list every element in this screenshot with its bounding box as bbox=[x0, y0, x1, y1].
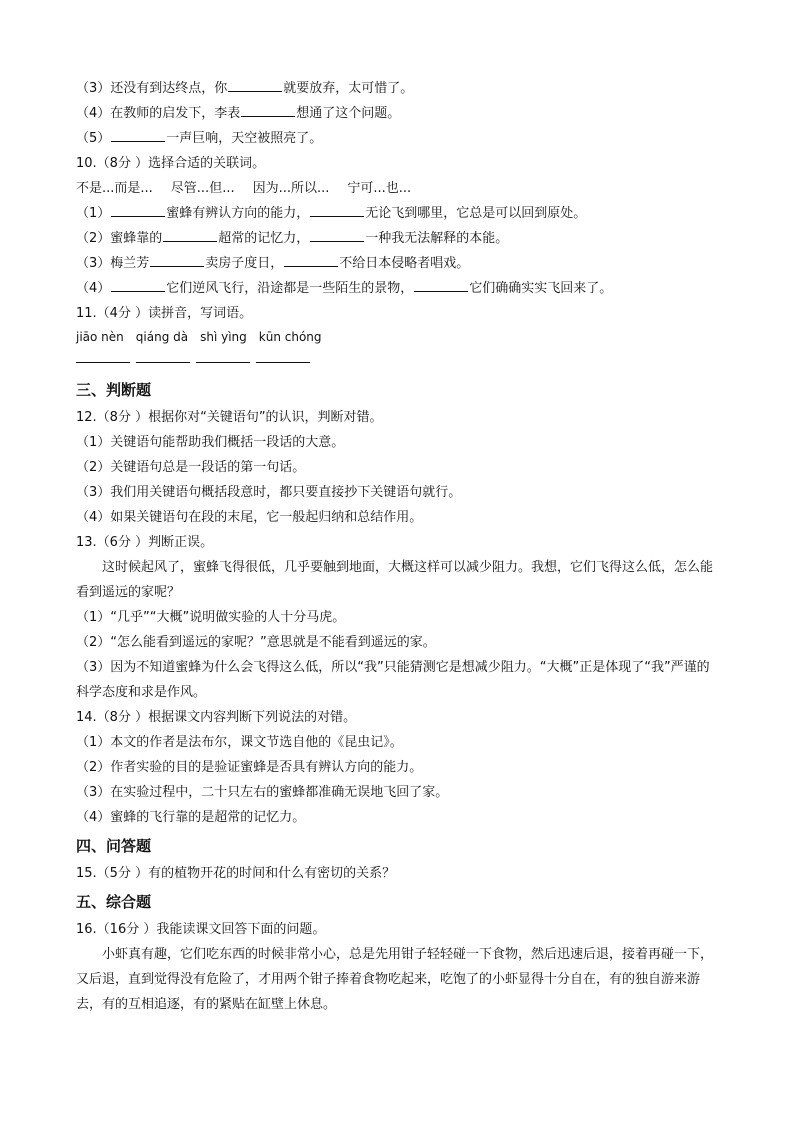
q10-header: 10.（8分 ）选择合适的关联词。 bbox=[76, 156, 266, 171]
answer-blank[interactable] bbox=[163, 228, 217, 242]
q10-item-2: （2）蜜蜂靠的 超常的记忆力， 一种我无法解释的本能。 bbox=[76, 226, 720, 251]
q12-item: （4）如果关键语句在段的末尾，它一般起归纳和总结作用。 bbox=[76, 510, 423, 525]
q14-item: （1）本文的作者是法布尔，课文节选自他的《昆虫记》。 bbox=[76, 735, 403, 750]
answer-blank[interactable] bbox=[414, 278, 468, 292]
q10-item-4: （4） 它们逆风飞行，沿途都是一些陌生的景物， 它们确确实实飞回来了。 bbox=[76, 276, 720, 301]
q12-item: （1）关键语句能帮助我们概括一段话的大意。 bbox=[76, 435, 345, 450]
option: 宁可...也... bbox=[347, 181, 412, 196]
q13-item: （2）“怎么能看到遥远的家呢？”意思就是不能看到遥远的家。 bbox=[76, 635, 436, 650]
q12-item: （2）关键语句总是一段话的第一句话。 bbox=[76, 460, 306, 475]
answer-blank[interactable] bbox=[196, 350, 250, 363]
q10-item-1: （1） 蜜蜂有辨认方向的能力， 无论飞到哪里，它总是可以回到原处。 bbox=[76, 201, 720, 226]
answer-blank[interactable] bbox=[310, 203, 364, 217]
q9-item-5: （5） 一声巨响，天空被照亮了。 bbox=[76, 126, 720, 151]
q13-item: （3）因为不知道蜜蜂为什么会飞得这么低，所以“我”只能猜测它是想减少阻力。“大概”正是体现了“我”严谨的科学态度和求是作风。 bbox=[76, 660, 710, 700]
option: 尽管...但... bbox=[170, 181, 235, 196]
q14-item: （4）蜜蜂的飞行靠的是超常的记忆力。 bbox=[76, 810, 306, 825]
answer-blank[interactable] bbox=[111, 278, 165, 292]
q16-passage: 小虾真有趣，它们吃东西的时候非常小心，总是先用钳子轻轻碰一下食物，然后迅速后退，接着再碰一下，又后退，直到觉得没有危险了，才用两个钳子捧着食物吃起来，吃饱了的小虾显得十分自在，有的独自游来游去，有的互相追逐，有的紧贴在缸壁上休息。 bbox=[76, 947, 714, 1012]
worksheet-page bbox=[76, 76, 720, 1017]
section-heading: 三、判断题 bbox=[76, 381, 152, 399]
answer-blank[interactable] bbox=[256, 350, 310, 363]
q10-options bbox=[76, 176, 720, 201]
answer-blank[interactable] bbox=[284, 253, 338, 267]
answer-blank[interactable] bbox=[310, 228, 364, 242]
pinyin: kūn chóng bbox=[258, 330, 322, 344]
q12-item: （3）我们用关键语句概括段意时，都只要直接抄下关键语句就行。 bbox=[76, 485, 462, 500]
q14-item: （3）在实验过程中，二十只左右的蜜蜂都准确无误地飞回了家。 bbox=[76, 785, 449, 800]
option: 因为...所以... bbox=[252, 181, 330, 196]
q9-item-4: （4）在教师的启发下，李表 想通了这个问题。 bbox=[76, 101, 720, 126]
q12-header: 12.（8分 ）根据你对“关键语句”的认识，判断对错。 bbox=[76, 410, 383, 425]
q15-question: 15.（5分 ）有的植物开花的时间和什么有密切的关系？ bbox=[76, 866, 396, 881]
answer-blank[interactable] bbox=[111, 203, 165, 217]
section-heading: 四、问答题 bbox=[76, 837, 152, 855]
q14-item: （2）作者实验的目的是验证蜜蜂是否具有辨认方向的能力。 bbox=[76, 760, 423, 775]
q13-item: （1）“几乎”“大概”说明做实验的人十分马虎。 bbox=[76, 610, 346, 625]
q9-item-3: （3）还没有到达终点，你 就要放弃，太可惜了。 bbox=[76, 76, 720, 101]
q11-pinyin bbox=[76, 326, 720, 348]
q10-item-3: （3）梅兰芳 卖房子度日， 不给日本侵略者唱戏。 bbox=[76, 251, 720, 276]
answer-blank[interactable] bbox=[241, 103, 295, 117]
answer-blank[interactable] bbox=[136, 350, 190, 363]
q11-answer-blanks bbox=[76, 348, 720, 368]
q16-header: 16.（16分 ）我能读课文回答下面的问题。 bbox=[76, 922, 326, 937]
answer-blank[interactable] bbox=[111, 128, 165, 142]
option: 不是...而是... bbox=[76, 181, 153, 196]
pinyin: jiāo nèn bbox=[76, 330, 124, 344]
q14-header: 14.（8分 ）根据课文内容判断下列说法的对错。 bbox=[76, 710, 357, 725]
pinyin: qiáng dà bbox=[135, 330, 189, 344]
section-heading: 五、综合题 bbox=[76, 893, 152, 911]
answer-blank[interactable] bbox=[150, 253, 204, 267]
q11-header: 11.（4分 ）读拼音，写词语。 bbox=[76, 306, 253, 321]
pinyin: shì yìng bbox=[200, 330, 247, 344]
q13-passage: 这时候起风了，蜜蜂飞得很低，几乎要触到地面，大概这样可以减少阻力。我想，它们飞得这么低，怎么能看到遥远的家呢？ bbox=[76, 560, 714, 600]
q13-header: 13.（6分 ）判断正误。 bbox=[76, 535, 214, 550]
answer-blank[interactable] bbox=[228, 78, 282, 92]
answer-blank[interactable] bbox=[76, 350, 130, 363]
